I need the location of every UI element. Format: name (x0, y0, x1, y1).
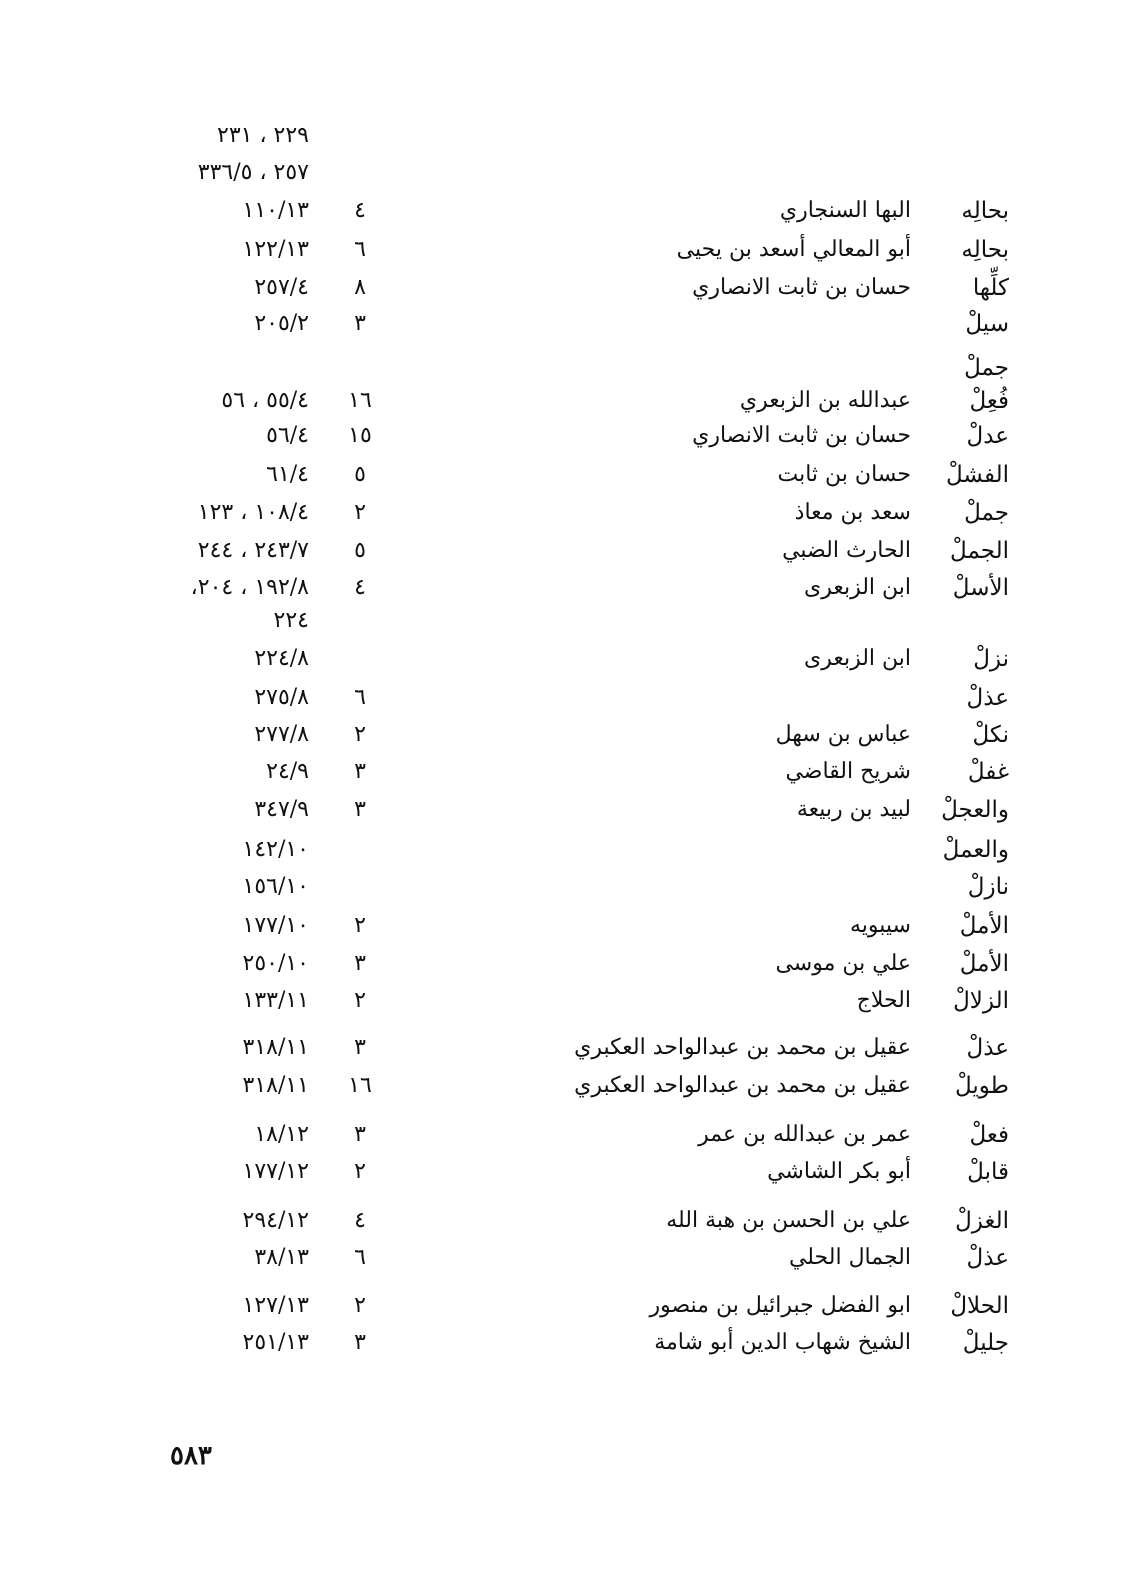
verse-count: ٤ (354, 575, 366, 600)
rhyme-word: الزلالْ (953, 988, 1009, 1014)
poet-name: الحلاج (856, 988, 911, 1013)
verse-count: ٣ (354, 1122, 366, 1147)
index-row (0, 946, 1121, 982)
poet-name: عمر بن عبدالله بن عمر (698, 1122, 911, 1147)
verse-count: ٣ (354, 311, 366, 336)
volume-page-reference: ٢٩٤/١٢ (242, 1208, 309, 1233)
rhyme-word: نكلْ (972, 722, 1009, 748)
volume-page-reference: ٢٠٥/٢ (254, 311, 309, 336)
index-row (0, 908, 1121, 944)
index-row (0, 1068, 1121, 1104)
volume-page-reference: ٢٤/٩ (266, 759, 309, 784)
rhyme-word: طويلْ (954, 1073, 1009, 1099)
volume-page-reference: ١٨/١٢ (254, 1122, 309, 1147)
rhyme-word: بحالِه (961, 237, 1009, 263)
volume-page-reference: ١١٠/١٣ (242, 198, 309, 223)
poet-name: علي بن الحسن بن هبة الله (666, 1208, 911, 1233)
rhyme-word: فُعِلْ (969, 388, 1009, 414)
index-row (0, 495, 1121, 531)
verse-count: ٥ (354, 538, 366, 563)
volume-page-reference: ٢٤٣/٧ ، ٢٤٤ (197, 538, 309, 563)
volume-page-reference: ٢٢٤ (273, 608, 309, 633)
index-row (0, 232, 1121, 268)
volume-page-reference: ١٤٢/١٠ (242, 837, 309, 862)
volume-page-reference: ٢٥١/١٣ (242, 1330, 309, 1355)
verse-count: ٢ (354, 1159, 366, 1184)
volume-page-reference: ٢٥٠/١٠ (242, 951, 309, 976)
rhyme-word: غفلْ (967, 759, 1009, 785)
verse-count: ٢ (354, 1293, 366, 1318)
volume-page-reference: ١٧٧/١٢ (242, 1159, 309, 1184)
verse-count: ٥ (354, 462, 366, 487)
rhyme-word: عذلْ (966, 1035, 1009, 1061)
verse-count: ٦ (354, 237, 366, 262)
verse-count: ٢ (354, 988, 366, 1013)
verse-count (340, 118, 380, 154)
verse-count: ٢ (354, 722, 366, 747)
rhyme-word: والعملْ (942, 837, 1009, 863)
poet-name: الجمال الحلي (788, 1245, 911, 1270)
verse-count: ٣ (354, 759, 366, 784)
volume-page-reference: ٢٧٥/٨ (254, 685, 309, 710)
verse-count: ٣ (354, 1330, 366, 1355)
verse-count (340, 641, 380, 677)
poet-name: أبو بكر الشاشي (767, 1159, 911, 1184)
volume-page-reference: ٥٥/٤ ، ٥٦ (221, 388, 309, 413)
volume-page-reference: ٥٦/٤ (266, 423, 309, 448)
rhyme-word: الحلالْ (950, 1293, 1009, 1319)
index-row (0, 418, 1121, 454)
verse-count: ٣ (354, 797, 366, 822)
rhyme-word: الفشلْ (946, 462, 1009, 488)
poet-name: عباس بن سهل (775, 722, 911, 747)
verse-count: ١٦ (348, 388, 372, 413)
index-row (0, 832, 1121, 868)
index-row (0, 1117, 1121, 1153)
verse-count: ٢ (354, 913, 366, 938)
poet-name: سعد بن معاذ (794, 500, 911, 525)
rhyme-word: سيلْ (965, 311, 1009, 337)
poet-name: سيبويه (850, 913, 911, 938)
volume-page-reference: ١٢٧/١٣ (242, 1293, 309, 1318)
rhyme-word: الغزلْ (955, 1208, 1009, 1234)
volume-page-reference: ١٩٢/٨ ، ٢٠٤، (190, 575, 309, 600)
rhyme-word: جملْ (964, 500, 1009, 526)
index-row (0, 717, 1121, 753)
index-row (0, 1325, 1121, 1361)
index-row (0, 754, 1121, 790)
index-row (0, 533, 1121, 569)
poet-name: ابن الزبعرى (803, 575, 911, 600)
index-row (0, 270, 1121, 306)
verse-count: ٣ (354, 951, 366, 976)
rhyme-word: قابلْ (967, 1159, 1009, 1185)
verse-count: ٤ (354, 198, 366, 223)
verse-count: ٦ (354, 685, 366, 710)
index-row (0, 603, 1121, 639)
rhyme-word: نزلْ (973, 646, 1009, 672)
verse-count: ١٥ (348, 423, 372, 448)
index-row (0, 193, 1121, 229)
verse-count: ٨ (354, 275, 366, 300)
volume-page-reference: ٢٥٧ ، ٣٣٦/٥ (197, 160, 309, 185)
verse-count (340, 869, 380, 905)
index-row (0, 155, 1121, 191)
rhyme-word: جملْ (964, 355, 1009, 381)
verse-count: ١٦ (348, 1073, 372, 1098)
index-row (0, 457, 1121, 493)
poet-name: ابو الفضل جبرائيل بن منصور (649, 1293, 911, 1318)
rhyme-word: عذلْ (966, 1245, 1009, 1271)
verse-count (340, 832, 380, 868)
index-row (0, 118, 1121, 154)
volume-page-reference: ٣٤٧/٩ (254, 797, 309, 822)
rhyme-word: الجملْ (950, 538, 1009, 564)
verse-count: ٣ (354, 1035, 366, 1060)
poet-name: حسان بن ثابت الانصاري (692, 423, 911, 448)
poet-name: حسان بن ثابت الانصاري (692, 275, 911, 300)
index-row (0, 306, 1121, 342)
index-row (0, 983, 1121, 1019)
rhyme-word: الأملْ (959, 913, 1009, 939)
volume-page-reference: ٣١٨/١١ (242, 1035, 309, 1060)
rhyme-word: والعجلْ (941, 797, 1009, 823)
index-row (0, 680, 1121, 716)
poet-name: ابن الزبعرى (803, 646, 911, 671)
index-row (0, 792, 1121, 828)
rhyme-word: عدلْ (966, 423, 1009, 449)
verse-count (340, 603, 380, 639)
page-number: ٥٨٣ (170, 1441, 212, 1471)
volume-page-reference: ١٧٧/١٠ (242, 913, 309, 938)
volume-page-reference: ٢٢٤/٨ (254, 646, 309, 671)
volume-page-reference: ٢٥٧/٤ (254, 275, 309, 300)
poet-name: شريح القاضي (785, 759, 911, 784)
poet-name: البها السنجاري (779, 198, 911, 223)
poet-name: لبيد بن ربيعة (796, 797, 911, 822)
rhyme-word: الأسلْ (952, 575, 1009, 601)
index-row (0, 869, 1121, 905)
rhyme-word: بحالِه (961, 198, 1009, 224)
index-row (0, 1154, 1121, 1190)
verse-count (340, 155, 380, 191)
volume-page-reference: ٢٢٩ ، ٢٣١ (217, 123, 309, 148)
volume-page-reference: ٢٧٧/٨ (254, 722, 309, 747)
index-row (0, 570, 1121, 606)
rhyme-word: فعلْ (969, 1122, 1009, 1148)
index-row (0, 641, 1121, 677)
index-row (0, 1030, 1121, 1066)
index-row (0, 1288, 1121, 1324)
rhyme-word: عذلْ (966, 685, 1009, 711)
index-row (0, 383, 1121, 419)
poet-name: عقيل بن محمد بن عبدالواحد العكبري (574, 1035, 911, 1060)
rhyme-word: الأملْ (959, 951, 1009, 977)
volume-page-reference: ١٢٢/١٣ (242, 237, 309, 262)
volume-page-reference: ١٥٦/١٠ (242, 874, 309, 899)
poet-name: حسان بن ثابت (777, 462, 911, 487)
volume-page-reference: ١٠٨/٤ ، ١٢٣ (197, 500, 309, 525)
verse-count: ٢ (354, 500, 366, 525)
poet-name: أبو المعالي أسعد بن يحيى (676, 237, 911, 262)
index-row (0, 1203, 1121, 1239)
volume-page-reference: ٣١٨/١١ (242, 1073, 309, 1098)
verse-count: ٦ (354, 1245, 366, 1270)
rhyme-word: جليلْ (962, 1330, 1009, 1356)
verse-count (340, 350, 380, 386)
poet-name: الشيخ شهاب الدين أبو شامة (654, 1330, 911, 1355)
rhyme-word: نازلْ (967, 874, 1009, 900)
poet-name: علي بن موسى (775, 951, 911, 976)
rhyme-word: كلِّها (972, 275, 1009, 301)
verse-count: ٤ (354, 1208, 366, 1233)
poet-name: عبدالله بن الزبعري (739, 388, 911, 413)
volume-page-reference: ٣٨/١٣ (254, 1245, 309, 1270)
poet-name: الحارث الضبي (782, 538, 911, 563)
volume-page-reference: ١٣٣/١١ (242, 988, 309, 1013)
index-row (0, 350, 1121, 386)
poet-name: عقيل بن محمد بن عبدالواحد العكبري (574, 1073, 911, 1098)
volume-page-reference: ٦١/٤ (266, 462, 309, 487)
index-row (0, 1240, 1121, 1276)
